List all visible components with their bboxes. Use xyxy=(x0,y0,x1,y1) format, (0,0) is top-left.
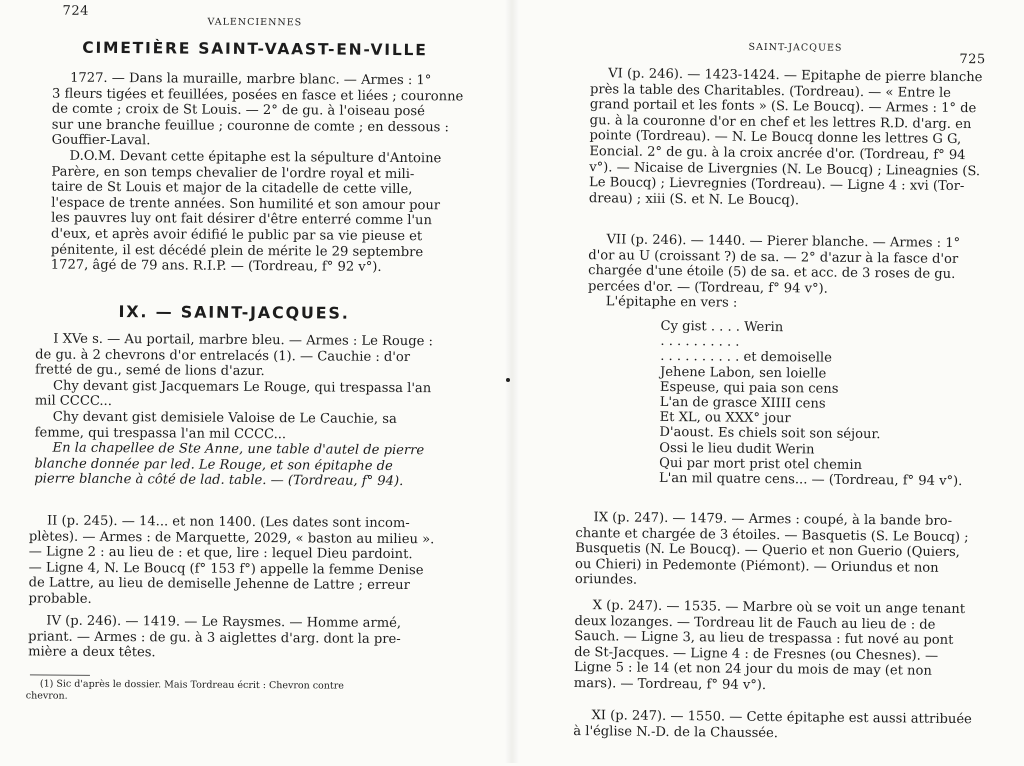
entry-line: dreau) ; xiii (S. et N. Le Boucq). xyxy=(588,190,800,209)
poem-line: L'an de grasce XIIII cens xyxy=(659,394,826,412)
entry-line: chante et chargée de 3 étoiles. — Basquetis (S. Le Boucq) ; xyxy=(575,525,969,545)
epitaph-line: pénitente, il est décédé plein de mérite le 29 septembre xyxy=(50,242,424,260)
entry-line: 3 fleurs tigées et feuillées, posées en fasce et liées ; couronne xyxy=(51,86,464,105)
entry-line: — Ligne 2 : au lieu de : et que, lire : lequel Dieu pardoint. xyxy=(28,544,413,563)
page-number: 725 xyxy=(959,51,986,68)
entry-line: 1727. — Dans la muraille, marbre blanc. — Armes : 1° xyxy=(70,70,432,89)
footnote-line: (1) Sic d'après le dossier. Mais Tordreau écrit : Chevron contre xyxy=(39,678,344,692)
entry-line: mil CCCC... xyxy=(34,393,112,410)
entry-line: Chy devant gist Jacquemars Le Rouge, qui trespassa l'an xyxy=(52,378,432,397)
entry-line: mière a deux têtes. xyxy=(28,644,156,661)
entry-XI xyxy=(573,708,983,743)
poem-line: Espeuse, qui paia son cens xyxy=(659,379,839,397)
entry-line: priant. — Armes : de gu. à 3 aiglettes d'arg. dont la pre- xyxy=(28,629,401,647)
entry-line: IV (p. 246). — 1419. — Le Raysmes. — Homme armé, xyxy=(46,613,402,632)
entry-line: femme, qui trespassa l'an mil CCCC... xyxy=(34,425,287,442)
entry-line: à l'église N.-D. de la Chaussée. xyxy=(573,723,779,741)
right-page xyxy=(508,0,1024,766)
poem-line: L'an mil quatre cens... — (Tordreau, f° 94 v°). xyxy=(658,470,963,490)
entry-I xyxy=(34,331,433,490)
entry-line: Gouffier-Laval. xyxy=(51,132,151,149)
footnote-line: chevron. xyxy=(25,690,68,702)
entry-line: X (p. 247). — 1535. — Marbre où se voit un ange tenant xyxy=(592,598,966,618)
entry-line: ou Chieri) in Pedemonte (Piémont). — Oriundus et non xyxy=(574,556,939,576)
entry-IX xyxy=(575,510,986,592)
entry-line: Chy devant gist demisiele Valoise de Le Cauchie, sa xyxy=(52,409,397,427)
entry-line: IX (p. 247). — 1479. — Armes : coupé, à la bande bro- xyxy=(593,510,953,529)
entry-line: pointe (Tordreau). — N. Le Boucq donne les lettres G G, xyxy=(589,128,962,148)
poem-line: . . . . . . . . . . xyxy=(660,334,740,350)
entry-line: grand portail et les fonts » (S. Le Boucq). — Armes : 1° de xyxy=(589,97,977,117)
poem-line: Qui par mort prist otel chemin xyxy=(659,455,863,473)
epitaph-line: d'eux, et après avoir édifié le public par sa vie pieuse et xyxy=(50,226,423,245)
entry-line: gu. à la couronne d'or en chef et les lettres R.D. d'arg. en xyxy=(589,112,972,132)
footnote xyxy=(26,678,416,705)
poem-line: Et XL, ou XXX° jour xyxy=(659,410,791,427)
epitaph-line: l'espace de trente années. Son humilité et son amour pour xyxy=(51,195,441,214)
running-head: SAINT-JACQUES xyxy=(748,41,843,54)
poem-line: D'aoust. Es chiels soit son séjour. xyxy=(659,425,881,443)
entry-1727 xyxy=(50,70,464,276)
entry-II xyxy=(28,513,435,609)
entry-line: v°). — Nicaise de Livergnies (N. Le Boucq) ; Lineagnies (S. xyxy=(589,159,981,179)
entry-line: de comte ; croix de St Louis. — 2° de gu. à l'oiseau posé xyxy=(51,101,425,120)
epitaph-line: les pauvres luy ont fait désirer d'être enterré comme l'un xyxy=(51,210,432,229)
poem-line: . . . . . . . . . . et demoiselle xyxy=(660,349,832,367)
epitaph-line: D.O.M. Devant cette épitaphe est la sépulture d'Antoine xyxy=(69,148,442,167)
entry-line: Sauch. — Ligne 3, au lieu de trespassa : fut nové au pont xyxy=(574,629,954,649)
entry-line: blanche donnée par led. Le Rouge, et son épitaphe de xyxy=(34,456,393,474)
entry-line: deux lozanges. — Tordreau lit de Fauch au lieu de : de xyxy=(574,613,936,633)
entry-line: sur une branche feuillue ; couronne de comte ; en dessous : xyxy=(51,117,450,136)
entry-line: près la table des Charitables. (Tordreau). — « Entre le xyxy=(589,81,952,101)
running-head: VALENCIENNES xyxy=(207,16,303,29)
entry-line: En la chapellee de Ste Anne, une table d'autel de pierre xyxy=(52,440,425,459)
entry-line: Busquetis (N. Le Boucq). — Querio et non Guerio (Quiers, xyxy=(575,541,960,561)
entry-line: XI (p. 247). — 1550. — Cette épitaphe est aussi attribuée xyxy=(591,708,972,728)
entry-VII xyxy=(588,232,989,314)
footnote-rule xyxy=(30,674,90,675)
entry-line: VI (p. 246). — 1423-1424. — Epitaphe de pierre blanche xyxy=(608,66,983,86)
entry-line: L'épitaphe en vers : xyxy=(605,294,738,312)
entry-line: probable. xyxy=(28,591,92,607)
epitaph-line: Parère, en son temps chevalier de l'ordre royal et mili- xyxy=(51,164,415,182)
entry-IV xyxy=(28,613,418,663)
entry-line: de Lattre, au lieu de demiselle Jehenne de Lattre ; erreur xyxy=(28,575,410,594)
epitaph-poem xyxy=(659,319,964,489)
entry-line: Ligne 5 : le 14 (et non 24 jour du mois de may (et non xyxy=(573,660,932,680)
entry-line: fretté de gu., semé de lions d'azur. xyxy=(35,362,265,380)
entry-line: II (p. 245). — 14... et non 1400. (Les dates sont incom- xyxy=(46,513,410,532)
entry-line: oriundes. xyxy=(574,572,638,589)
entry-X xyxy=(574,598,985,696)
epitaph-line: taire de St Louis et major de la citadelle de cette ville, xyxy=(51,179,413,198)
entry-VI xyxy=(589,66,990,211)
entry-line: mars). — Tordreau, f° 94 v°). xyxy=(573,675,767,693)
section-title: CIMETIÈRE SAINT-VAAST-EN-VILLE xyxy=(82,38,428,60)
entry-line: de gu. à 2 chevrons d'or entrelacés (1). — Cauchie : d'or xyxy=(35,347,411,365)
entry-line: Le Boucq) ; Lievregnies (Tordreau). — Ligne 4 : xvi (Tor- xyxy=(588,175,965,195)
entry-line: — Ligne 4, N. Le Boucq (f° 153 f°) appelle la femme Denise xyxy=(28,560,424,578)
entry-line: percées d'or. — (Tordreau, f° 94 v°). xyxy=(587,278,828,297)
entry-line: chargée d'une étoile (5) de sa. et acc. de 3 roses de gu. xyxy=(588,263,956,283)
entry-line: I XVe s. — Au portail, marbre bleu. — Armes : Le Rouge : xyxy=(53,331,433,350)
poem-line: Jehene Labon, sen loielle xyxy=(660,364,827,382)
entry-line: pierre blanche à côté de lad. table. — (Tordreau, f° 94). xyxy=(34,471,404,490)
entry-line: d'or au U (croissant ?) de sa. — 2° d'azur à la fasce d'or xyxy=(588,247,959,267)
page-number: 724 xyxy=(62,3,89,19)
poem-line: Ossi le lieu dudit Werin xyxy=(659,440,815,458)
entry-line: Eoncial. 2° de gu. à la croix ancrée d'or. (Tordreau, f° 94 xyxy=(589,144,966,164)
epitaph-line: 1727, âgé de 79 ans. R.I.P. — (Tordreau, f° 92 v°). xyxy=(50,257,382,275)
entry-line: VII (p. 246). — 1440. — Pierer blanche. — Armes : 1° xyxy=(606,232,961,252)
poem-line: Cy gist . . . . Werin xyxy=(660,318,784,336)
entry-line: plètes). — Armes : de Marquette, 2029, « baston au milieu ». xyxy=(28,529,435,547)
entry-line: de St-Jacques. — Ligne 4 : de Fresnes (ou Chesnes). — xyxy=(574,644,939,664)
chapter-title: IX. — SAINT-JACQUES. xyxy=(118,302,350,323)
